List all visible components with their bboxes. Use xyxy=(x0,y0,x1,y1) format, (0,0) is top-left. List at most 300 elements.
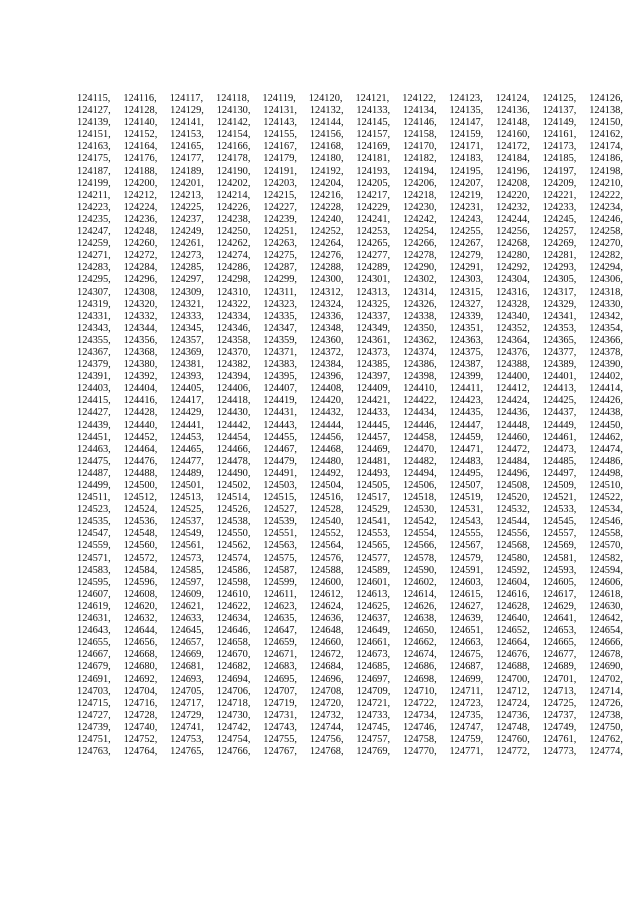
number-item: 124182, xyxy=(402,153,437,165)
number-item: 124247, xyxy=(77,226,111,238)
number-item: 124644, xyxy=(123,625,158,637)
number-item: 124256, xyxy=(496,226,530,238)
number-item: 124515, xyxy=(262,492,297,504)
number-item: 124530, xyxy=(402,504,437,516)
number-item: 124702, xyxy=(589,673,623,685)
number-item: 124150, xyxy=(589,117,623,129)
number-item: 124558, xyxy=(589,528,623,540)
number-line xyxy=(77,153,623,165)
number-item: 124351, xyxy=(449,322,484,334)
number-item: 124294, xyxy=(589,262,623,274)
number-item: 124508, xyxy=(496,480,530,491)
number-item: 124577, xyxy=(356,552,391,564)
number-line xyxy=(77,516,623,528)
number-item: 124369, xyxy=(170,346,204,358)
number-line xyxy=(77,238,623,250)
number-item: 124675, xyxy=(449,649,484,661)
number-item: 124313, xyxy=(356,286,390,298)
number-item: 124564, xyxy=(309,540,344,552)
number-item: 124262, xyxy=(216,238,251,250)
number-line xyxy=(77,649,623,661)
number-item: 124407, xyxy=(263,383,298,395)
number-item: 124512, xyxy=(123,492,157,504)
number-item: 124189, xyxy=(170,165,204,177)
number-item: 124519, xyxy=(449,492,484,504)
number-item: 124685, xyxy=(356,661,391,673)
number-item: 124252, xyxy=(309,226,344,238)
number-item: 124699, xyxy=(449,673,484,685)
number-item: 124183, xyxy=(449,153,484,165)
number-item: 124162, xyxy=(589,129,623,141)
number-item: 124770, xyxy=(402,746,437,758)
number-item: 124671, xyxy=(263,649,298,661)
number-item: 124176, xyxy=(123,153,158,165)
number-item: 124548, xyxy=(123,528,158,540)
number-line xyxy=(77,262,623,274)
number-item: 124648, xyxy=(309,625,344,637)
number-line xyxy=(77,553,623,565)
number-item: 124684, xyxy=(309,661,344,673)
number-item: 124527, xyxy=(263,504,298,516)
number-item: 124164, xyxy=(123,141,158,153)
number-item: 124481, xyxy=(356,455,391,467)
number-item: 124665, xyxy=(542,637,577,649)
number-item: 124429, xyxy=(170,407,204,419)
number-item: 124281, xyxy=(542,250,577,262)
number-item: 124127, xyxy=(77,105,111,117)
number-item: 124618, xyxy=(589,588,623,600)
number-item: 124335, xyxy=(263,310,298,322)
number-item: 124365, xyxy=(542,334,577,346)
number-item: 124187, xyxy=(77,165,111,177)
number-item: 124236, xyxy=(123,213,158,225)
number-item: 124760, xyxy=(496,733,530,745)
number-item: 124340, xyxy=(496,310,530,322)
number-item: 124118, xyxy=(216,93,250,104)
number-item: 124290, xyxy=(402,262,437,274)
number-item: 124197, xyxy=(542,165,577,177)
number-item: 124748, xyxy=(496,721,530,733)
number-item: 124167, xyxy=(263,141,298,153)
number-item: 124573, xyxy=(170,552,204,564)
number-item: 124599, xyxy=(263,576,298,588)
number-item: 124179, xyxy=(263,153,298,165)
number-item: 124545, xyxy=(542,516,577,528)
number-item: 124155, xyxy=(263,129,298,141)
number-item: 124647, xyxy=(263,625,298,637)
number-item: 124421, xyxy=(356,395,391,407)
number-item: 124771, xyxy=(449,746,484,758)
number-item: 124325, xyxy=(356,298,391,310)
number-item: 124384, xyxy=(309,359,344,371)
number-line xyxy=(77,214,623,226)
number-line xyxy=(77,674,623,686)
number-item: 124723, xyxy=(449,697,484,709)
number-item: 124143, xyxy=(263,117,298,129)
number-item: 124733, xyxy=(356,709,391,721)
number-item: 124654, xyxy=(589,625,623,637)
number-item: 124219, xyxy=(449,189,484,201)
number-item: 124562, xyxy=(216,540,251,552)
number-item: 124363, xyxy=(449,334,484,346)
number-line xyxy=(77,589,623,601)
number-item: 124464, xyxy=(123,443,158,455)
number-item: 124566, xyxy=(402,540,437,552)
number-item: 124269, xyxy=(542,238,577,250)
number-item: 124276, xyxy=(309,250,344,262)
number-item: 124741, xyxy=(170,721,204,733)
number-item: 124188, xyxy=(123,165,158,177)
number-item: 124386, xyxy=(402,359,437,371)
number-line xyxy=(77,287,623,299)
number-item: 124195, xyxy=(449,165,484,177)
number-item: 124399, xyxy=(449,371,484,383)
number-item: 124337, xyxy=(356,310,391,322)
number-item: 124492, xyxy=(309,467,344,479)
number-item: 124728, xyxy=(123,709,158,721)
number-item: 124255, xyxy=(449,226,484,238)
number-line xyxy=(77,613,623,625)
number-item: 124752, xyxy=(123,733,158,745)
number-item: 124434, xyxy=(402,407,437,419)
number-item: 124553, xyxy=(356,528,391,540)
number-item: 124474, xyxy=(589,443,623,455)
number-item: 124415, xyxy=(77,395,111,407)
number-item: 124567, xyxy=(449,540,484,552)
number-item: 124650, xyxy=(402,625,437,637)
number-item: 124468, xyxy=(309,443,344,455)
number-item: 124749, xyxy=(542,721,577,733)
number-item: 124610, xyxy=(216,588,251,600)
number-item: 124678, xyxy=(589,649,623,661)
number-item: 124574, xyxy=(216,552,251,564)
number-line xyxy=(77,105,623,117)
number-line xyxy=(77,383,623,395)
number-item: 124657, xyxy=(170,637,204,649)
number-item: 124489, xyxy=(170,467,204,479)
number-item: 124687, xyxy=(449,661,484,673)
number-item: 124664, xyxy=(496,637,530,649)
number-item: 124457, xyxy=(356,431,391,443)
number-item: 124146, xyxy=(402,117,437,129)
number-item: 124622, xyxy=(216,600,251,612)
number-item: 124582, xyxy=(589,552,623,564)
number-item: 124495, xyxy=(449,467,484,479)
number-item: 124329, xyxy=(542,298,577,310)
number-item: 124597, xyxy=(170,576,204,588)
number-item: 124459, xyxy=(449,431,484,443)
number-item: 124750, xyxy=(589,721,623,733)
number-item: 124651, xyxy=(449,625,484,637)
number-item: 124190, xyxy=(216,165,251,177)
number-item: 124158, xyxy=(402,129,437,141)
number-item: 124133, xyxy=(356,105,391,117)
number-item: 124617, xyxy=(542,588,577,600)
number-item: 124209, xyxy=(542,177,577,189)
number-item: 124537, xyxy=(170,516,204,528)
number-item: 124238, xyxy=(216,213,251,225)
number-item: 124212, xyxy=(123,189,157,201)
number-item: 124301, xyxy=(356,274,391,286)
number-item: 124409, xyxy=(356,383,391,395)
number-item: 124205, xyxy=(356,177,391,189)
number-item: 124745, xyxy=(356,721,391,733)
number-item: 124707, xyxy=(263,685,298,697)
number-line xyxy=(77,395,623,407)
number-item: 124507, xyxy=(449,480,484,491)
number-item: 124757, xyxy=(356,733,391,745)
number-item: 124428, xyxy=(123,407,158,419)
number-line xyxy=(77,347,623,359)
number-item: 124218, xyxy=(402,189,437,201)
number-item: 124304, xyxy=(496,274,530,286)
number-item: 124156, xyxy=(309,129,344,141)
number-item: 124713, xyxy=(542,685,577,697)
number-item: 124718, xyxy=(216,697,251,709)
number-item: 124637, xyxy=(356,613,391,625)
number-item: 124727, xyxy=(77,709,111,721)
number-item: 124754, xyxy=(216,733,251,745)
number-item: 124283, xyxy=(77,262,111,274)
number-item: 124766, xyxy=(216,746,251,758)
number-item: 124371, xyxy=(263,346,298,358)
number-line xyxy=(77,565,623,577)
number-item: 124595, xyxy=(77,576,111,588)
number-item: 124559, xyxy=(77,540,111,552)
number-item: 124306, xyxy=(589,274,623,286)
number-item: 124765, xyxy=(170,746,204,758)
number-item: 124510, xyxy=(589,480,623,491)
number-item: 124331, xyxy=(77,310,111,322)
number-item: 124367, xyxy=(77,346,111,358)
number-item: 124383, xyxy=(263,359,298,371)
number-item: 124160, xyxy=(496,129,530,141)
number-line xyxy=(77,93,623,105)
number-item: 124227, xyxy=(263,201,298,213)
number-item: 124504, xyxy=(309,480,344,491)
number-item: 124327, xyxy=(449,298,484,310)
number-item: 124129, xyxy=(170,105,204,117)
number-item: 124296, xyxy=(123,274,158,286)
number-item: 124416, xyxy=(123,395,158,407)
number-item: 124523, xyxy=(77,504,111,516)
number-item: 124469, xyxy=(356,443,391,455)
number-item: 124405, xyxy=(170,383,204,395)
number-item: 124636, xyxy=(309,613,344,625)
number-line xyxy=(77,625,623,637)
number-item: 124719, xyxy=(263,697,298,709)
number-item: 124643, xyxy=(77,625,111,637)
number-line xyxy=(77,528,623,540)
number-item: 124547, xyxy=(77,528,111,540)
number-item: 124722, xyxy=(402,697,437,709)
number-item: 124398, xyxy=(402,371,437,383)
number-item: 124297, xyxy=(170,274,204,286)
number-item: 124755, xyxy=(263,733,298,745)
number-item: 124353, xyxy=(542,322,577,334)
number-item: 124620, xyxy=(123,600,158,612)
number-item: 124720, xyxy=(309,697,344,709)
number-item: 124396, xyxy=(309,371,344,383)
number-item: 124461, xyxy=(542,431,577,443)
number-line xyxy=(77,686,623,698)
number-item: 124543, xyxy=(449,516,484,528)
number-line xyxy=(77,407,623,419)
number-item: 124345, xyxy=(170,322,204,334)
number-line xyxy=(77,504,623,516)
number-item: 124482, xyxy=(402,455,437,467)
number-item: 124535, xyxy=(77,516,111,528)
number-item: 124136, xyxy=(496,105,530,117)
number-item: 124408, xyxy=(309,383,344,395)
number-item: 124439, xyxy=(77,419,111,431)
number-item: 124324, xyxy=(309,298,344,310)
number-item: 124490, xyxy=(216,467,251,479)
number-item: 124520, xyxy=(495,492,530,504)
number-item: 124170, xyxy=(402,141,437,153)
number-item: 124598, xyxy=(216,576,251,588)
number-item: 124382, xyxy=(216,359,251,371)
number-item: 124640, xyxy=(496,613,530,625)
number-item: 124709, xyxy=(356,685,391,697)
number-item: 124128, xyxy=(123,105,158,117)
number-item: 124516, xyxy=(309,492,344,504)
number-item: 124746, xyxy=(402,721,437,733)
number-item: 124679, xyxy=(77,661,111,673)
number-item: 124168, xyxy=(309,141,344,153)
number-item: 124357, xyxy=(170,334,204,346)
number-item: 124315, xyxy=(449,286,484,298)
number-item: 124561, xyxy=(170,540,204,552)
number-item: 124222, xyxy=(589,189,623,201)
number-item: 124336, xyxy=(309,310,344,322)
number-line xyxy=(77,335,623,347)
number-item: 124273, xyxy=(170,250,204,262)
number-item: 124302, xyxy=(402,274,437,286)
number-item: 124420, xyxy=(309,395,344,407)
number-item: 124358, xyxy=(216,334,251,346)
number-item: 124260, xyxy=(123,238,158,250)
number-item: 124579, xyxy=(449,552,484,564)
number-item: 124435, xyxy=(449,407,484,419)
number-item: 124705, xyxy=(170,685,204,697)
number-item: 124592, xyxy=(496,564,530,576)
number-item: 124422, xyxy=(402,395,437,407)
number-item: 124593, xyxy=(542,564,577,576)
number-item: 124551, xyxy=(263,528,298,540)
number-item: 124499, xyxy=(77,480,111,491)
number-item: 124642, xyxy=(589,613,623,625)
number-item: 124145, xyxy=(356,117,391,129)
number-line xyxy=(77,420,623,432)
number-item: 124621, xyxy=(170,600,204,612)
number-item: 124389, xyxy=(542,359,577,371)
number-item: 124635, xyxy=(263,613,298,625)
number-item: 124196, xyxy=(496,165,530,177)
number-item: 124350, xyxy=(402,322,437,334)
number-item: 124603, xyxy=(449,576,484,588)
number-item: 124697, xyxy=(356,673,391,685)
number-item: 124588, xyxy=(309,564,344,576)
number-item: 124334, xyxy=(216,310,251,322)
number-item: 124652, xyxy=(496,625,530,637)
number-item: 124226, xyxy=(216,201,251,213)
number-item: 124291, xyxy=(449,262,484,274)
number-item: 124344, xyxy=(123,322,158,334)
number-item: 124751, xyxy=(77,733,111,745)
number-item: 124438, xyxy=(589,407,623,419)
number-item: 124122, xyxy=(402,93,436,104)
number-item: 124774, xyxy=(589,746,623,758)
number-item: 124419, xyxy=(263,395,298,407)
number-item: 124572, xyxy=(123,552,158,564)
number-item: 124418, xyxy=(216,395,251,407)
number-item: 124307, xyxy=(77,286,111,298)
number-item: 124631, xyxy=(77,613,111,625)
number-item: 124521, xyxy=(542,492,577,504)
number-item: 124600, xyxy=(309,576,344,588)
number-item: 124772, xyxy=(496,746,530,758)
number-item: 124571, xyxy=(77,552,111,564)
number-item: 124147, xyxy=(449,117,484,129)
number-item: 124455, xyxy=(263,431,298,443)
number-item: 124583, xyxy=(77,564,111,576)
number-item: 124366, xyxy=(589,334,623,346)
number-item: 124175, xyxy=(77,153,111,165)
number-item: 124479, xyxy=(263,455,298,467)
number-line xyxy=(77,226,623,238)
number-item: 124764, xyxy=(123,746,158,758)
number-item: 124761, xyxy=(542,733,577,745)
number-item: 124627, xyxy=(449,600,484,612)
number-item: 124611, xyxy=(263,588,297,600)
number-item: 124670, xyxy=(216,649,251,661)
number-item: 124261, xyxy=(170,238,204,250)
number-item: 124703, xyxy=(77,685,111,697)
number-item: 124259, xyxy=(77,238,111,250)
number-item: 124584, xyxy=(123,564,158,576)
number-item: 124493, xyxy=(356,467,391,479)
number-item: 124452, xyxy=(123,431,158,443)
number-item: 124199, xyxy=(77,177,111,189)
number-item: 124677, xyxy=(542,649,577,661)
number-item: 124773, xyxy=(542,746,577,758)
number-item: 124524, xyxy=(123,504,158,516)
number-item: 124681, xyxy=(170,661,204,673)
number-item: 124503, xyxy=(263,480,298,491)
number-item: 124662, xyxy=(402,637,437,649)
number-item: 124379, xyxy=(77,359,111,371)
number-item: 124694, xyxy=(216,673,251,685)
number-line xyxy=(77,141,623,153)
number-item: 124207, xyxy=(449,177,484,189)
number-item: 124403, xyxy=(77,383,111,395)
number-item: 124242, xyxy=(402,213,437,225)
number-item: 124232, xyxy=(496,201,530,213)
number-item: 124607, xyxy=(77,588,111,600)
number-item: 124629, xyxy=(542,600,577,612)
number-item: 124349, xyxy=(356,322,391,334)
number-item: 124763, xyxy=(77,746,111,758)
number-item: 124632, xyxy=(123,613,158,625)
number-item: 124272, xyxy=(123,250,158,262)
number-item: 124149, xyxy=(542,117,577,129)
number-item: 124433, xyxy=(356,407,391,419)
number-item: 124263, xyxy=(263,238,298,250)
number-item: 124730, xyxy=(216,709,251,721)
number-item: 124213, xyxy=(169,189,204,201)
number-item: 124712, xyxy=(495,685,530,697)
